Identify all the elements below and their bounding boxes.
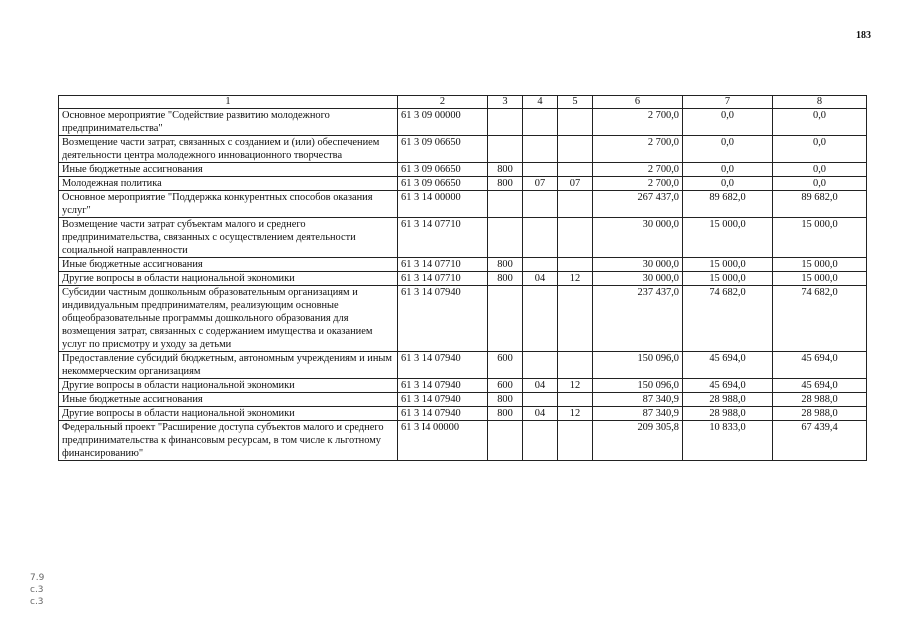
row-name-cell: Иные бюджетные ассигнования xyxy=(59,163,398,177)
amount-year3-cell: 89 682,0 xyxy=(773,191,867,218)
column-header: 2 xyxy=(398,96,488,109)
amount-year2-cell: 15 000,0 xyxy=(683,218,773,258)
column-header: 5 xyxy=(558,96,593,109)
subsection-cell xyxy=(558,191,593,218)
table-row xyxy=(59,258,867,272)
column-header: 4 xyxy=(523,96,558,109)
section-cell xyxy=(523,109,558,136)
subsection-cell xyxy=(558,109,593,136)
target-code-cell: 61 3 09 06650 xyxy=(398,136,488,163)
amount-year1-cell: 87 340,9 xyxy=(593,407,683,421)
amount-year3-cell: 45 694,0 xyxy=(773,352,867,379)
subsection-cell: 12 xyxy=(558,272,593,286)
table-row xyxy=(59,109,867,136)
section-cell xyxy=(523,393,558,407)
table-row xyxy=(59,393,867,407)
target-code-cell: 61 3 14 07710 xyxy=(398,218,488,258)
table-header-row xyxy=(59,96,867,109)
amount-year1-cell: 150 096,0 xyxy=(593,379,683,393)
subsection-cell: 12 xyxy=(558,407,593,421)
target-code-cell: 61 3 14 07710 xyxy=(398,258,488,272)
amount-year3-cell: 28 988,0 xyxy=(773,393,867,407)
row-name-cell: Возмещение части затрат субъектам малого и среднего предпринимательства, связанных с осуществлением деятельности социальной направленности xyxy=(59,218,398,258)
expense-type-cell xyxy=(488,109,523,136)
row-name-cell: Иные бюджетные ассигнования xyxy=(59,258,398,272)
section-cell xyxy=(523,191,558,218)
amount-year1-cell: 267 437,0 xyxy=(593,191,683,218)
table-row xyxy=(59,163,867,177)
amount-year2-cell: 0,0 xyxy=(683,136,773,163)
subsection-cell xyxy=(558,136,593,163)
amount-year1-cell: 87 340,9 xyxy=(593,393,683,407)
amount-year2-cell: 0,0 xyxy=(683,163,773,177)
table-row xyxy=(59,379,867,393)
row-name-cell: Предоставление субсидий бюджетным, автономным учреждениям и иным некоммерческим организациям xyxy=(59,352,398,379)
amount-year2-cell: 28 988,0 xyxy=(683,393,773,407)
target-code-cell: 61 3 14 07940 xyxy=(398,286,488,352)
target-code-cell: 61 3 14 00000 xyxy=(398,191,488,218)
expense-type-cell: 600 xyxy=(488,352,523,379)
section-cell xyxy=(523,421,558,461)
amount-year3-cell: 0,0 xyxy=(773,163,867,177)
subsection-cell xyxy=(558,352,593,379)
amount-year3-cell: 74 682,0 xyxy=(773,286,867,352)
amount-year2-cell: 74 682,0 xyxy=(683,286,773,352)
margin-mark: c.3 xyxy=(30,585,44,595)
section-cell xyxy=(523,163,558,177)
amount-year2-cell: 15 000,0 xyxy=(683,272,773,286)
amount-year1-cell: 30 000,0 xyxy=(593,218,683,258)
expense-type-cell xyxy=(488,218,523,258)
table-row xyxy=(59,272,867,286)
amount-year1-cell: 150 096,0 xyxy=(593,352,683,379)
amount-year3-cell: 0,0 xyxy=(773,109,867,136)
row-name-cell: Другие вопросы в области национальной экономики xyxy=(59,379,398,393)
amount-year3-cell: 15 000,0 xyxy=(773,218,867,258)
margin-mark: c.3 xyxy=(30,597,44,607)
column-header: 3 xyxy=(488,96,523,109)
column-header: 1 xyxy=(59,96,398,109)
target-code-cell: 61 3 I4 00000 xyxy=(398,421,488,461)
expense-type-cell xyxy=(488,286,523,352)
section-cell: 04 xyxy=(523,379,558,393)
column-header: 6 xyxy=(593,96,683,109)
row-name-cell: Возмещение части затрат, связанных с созданием и (или) обеспечением деятельности центра молодежного инновационного творчества xyxy=(59,136,398,163)
table-row xyxy=(59,286,867,352)
table-row xyxy=(59,421,867,461)
target-code-cell: 61 3 09 06650 xyxy=(398,163,488,177)
subsection-cell xyxy=(558,286,593,352)
subsection-cell: 12 xyxy=(558,379,593,393)
amount-year1-cell: 30 000,0 xyxy=(593,258,683,272)
amount-year3-cell: 45 694,0 xyxy=(773,379,867,393)
target-code-cell: 61 3 14 07940 xyxy=(398,407,488,421)
section-cell xyxy=(523,218,558,258)
margin-mark: 7.9 xyxy=(30,573,45,583)
expense-type-cell: 800 xyxy=(488,407,523,421)
target-code-cell: 61 3 09 06650 xyxy=(398,177,488,191)
margin-marks xyxy=(30,573,44,609)
section-cell xyxy=(523,286,558,352)
row-name-cell: Другие вопросы в области национальной экономики xyxy=(59,407,398,421)
amount-year3-cell: 15 000,0 xyxy=(773,272,867,286)
table-row xyxy=(59,352,867,379)
amount-year1-cell: 2 700,0 xyxy=(593,177,683,191)
amount-year2-cell: 15 000,0 xyxy=(683,258,773,272)
amount-year1-cell: 2 700,0 xyxy=(593,136,683,163)
amount-year2-cell: 28 988,0 xyxy=(683,407,773,421)
amount-year2-cell: 45 694,0 xyxy=(683,352,773,379)
column-header: 8 xyxy=(773,96,867,109)
amount-year1-cell: 30 000,0 xyxy=(593,272,683,286)
page-number: 183 xyxy=(856,30,871,41)
expense-type-cell xyxy=(488,421,523,461)
row-name-cell: Федеральный проект "Расширение доступа субъектов малого и среднего предпринимательства к финансовым ресурсам, в том числе к льготному финансированию" xyxy=(59,421,398,461)
table-row xyxy=(59,191,867,218)
subsection-cell xyxy=(558,393,593,407)
table-row xyxy=(59,136,867,163)
amount-year3-cell: 28 988,0 xyxy=(773,407,867,421)
amount-year2-cell: 45 694,0 xyxy=(683,379,773,393)
row-name-cell: Другие вопросы в области национальной экономики xyxy=(59,272,398,286)
section-cell xyxy=(523,136,558,163)
row-name-cell: Субсидии частным дошкольным образовательным организациям и индивидуальным предпринимателям, реализующим основные общеобразовательные программы дошкольного образования для возмещения затрат, связанных с содержанием имущества и оказанием услуг по присмотру и уходу за детьми xyxy=(59,286,398,352)
table-row xyxy=(59,218,867,258)
section-cell xyxy=(523,352,558,379)
target-code-cell: 61 3 14 07710 xyxy=(398,272,488,286)
table-row xyxy=(59,177,867,191)
expense-type-cell xyxy=(488,191,523,218)
section-cell: 04 xyxy=(523,407,558,421)
section-cell: 07 xyxy=(523,177,558,191)
amount-year1-cell: 2 700,0 xyxy=(593,109,683,136)
amount-year2-cell: 0,0 xyxy=(683,109,773,136)
section-cell xyxy=(523,258,558,272)
expense-type-cell xyxy=(488,136,523,163)
amount-year3-cell: 0,0 xyxy=(773,136,867,163)
row-name-cell: Иные бюджетные ассигнования xyxy=(59,393,398,407)
subsection-cell xyxy=(558,258,593,272)
amount-year1-cell: 237 437,0 xyxy=(593,286,683,352)
row-name-cell: Основное мероприятие "Содействие развитию молодежного предпринимательства" xyxy=(59,109,398,136)
expense-type-cell: 800 xyxy=(488,163,523,177)
expense-type-cell: 800 xyxy=(488,393,523,407)
target-code-cell: 61 3 14 07940 xyxy=(398,352,488,379)
target-code-cell: 61 3 14 07940 xyxy=(398,393,488,407)
amount-year3-cell: 15 000,0 xyxy=(773,258,867,272)
section-cell: 04 xyxy=(523,272,558,286)
amount-year3-cell: 0,0 xyxy=(773,177,867,191)
row-name-cell: Молодежная политика xyxy=(59,177,398,191)
subsection-cell xyxy=(558,163,593,177)
expense-type-cell: 800 xyxy=(488,272,523,286)
column-header: 7 xyxy=(683,96,773,109)
table-row xyxy=(59,407,867,421)
expense-type-cell: 800 xyxy=(488,258,523,272)
row-name-cell: Основное мероприятие "Поддержка конкурентных способов оказания услуг" xyxy=(59,191,398,218)
subsection-cell: 07 xyxy=(558,177,593,191)
expense-type-cell: 600 xyxy=(488,379,523,393)
amount-year2-cell: 0,0 xyxy=(683,177,773,191)
amount-year1-cell: 209 305,8 xyxy=(593,421,683,461)
subsection-cell xyxy=(558,421,593,461)
expense-type-cell: 800 xyxy=(488,177,523,191)
target-code-cell: 61 3 14 07940 xyxy=(398,379,488,393)
subsection-cell xyxy=(558,218,593,258)
amount-year3-cell: 67 439,4 xyxy=(773,421,867,461)
amount-year2-cell: 10 833,0 xyxy=(683,421,773,461)
amount-year2-cell: 89 682,0 xyxy=(683,191,773,218)
amount-year1-cell: 2 700,0 xyxy=(593,163,683,177)
budget-table xyxy=(58,95,867,461)
target-code-cell: 61 3 09 00000 xyxy=(398,109,488,136)
